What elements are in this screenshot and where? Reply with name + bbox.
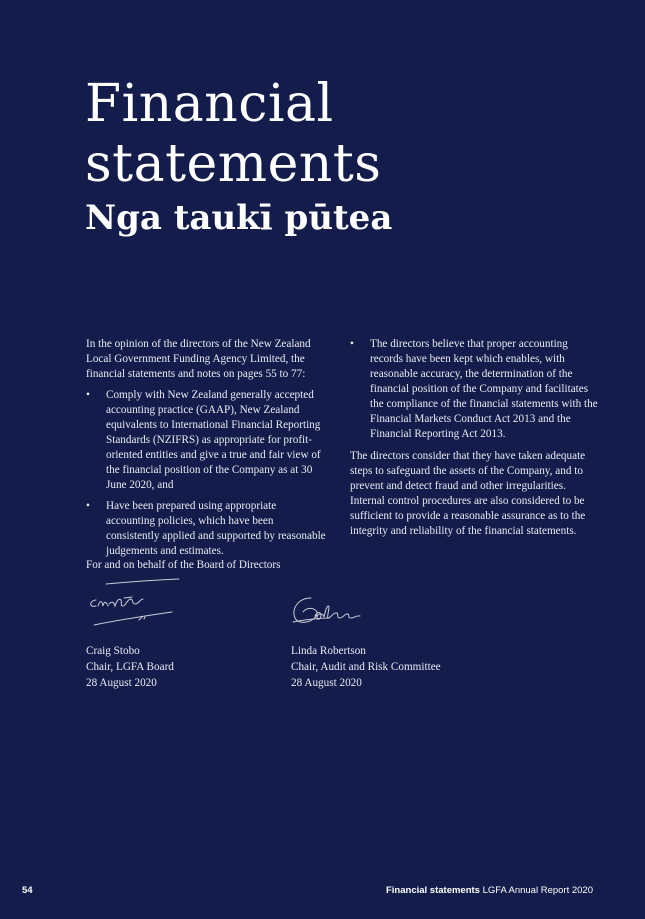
controls-paragraph: The directors consider that they have taken adequate steps to safeguard the assets of the Company, and to prevent and detect fraud and other irregularities. Internal control procedures are also considered to be sufficient to provide a reasonable assurance as to the integrity and reliability of the financial statements.: [350, 450, 586, 537]
running-footer: [386, 885, 593, 896]
left-bullet-list: [86, 388, 326, 559]
right-column: [350, 337, 600, 545]
bullet-icon: •: [350, 338, 354, 350]
list-item: [350, 337, 600, 442]
bullet-text: The directors believe that proper accounting records have been kept which enables, with reasonable accuracy, the determination of the financial position of the Company and facilitates the compliance of the financial statements with the Financial Markets Conduct Act 2013 and the Financial Reporting Act 2013.: [370, 338, 598, 440]
footer-section: Financial statements: [385, 885, 480, 896]
on-behalf-statement: For and on behalf of the Board of Directors: [86, 559, 281, 571]
signer-name: Linda Robertson: [291, 645, 366, 657]
page-subtitle-maori: Nga taukī pūtea: [85, 198, 393, 238]
intro-paragraph: In the opinion of the directors of the New Zealand Local Government Funding Agency Limited, the financial statements and notes on pages 55 to 77:: [86, 338, 311, 380]
right-bullet-list: [350, 337, 600, 442]
left-column: [86, 337, 326, 566]
bullet-text: Comply with New Zealand generally accepted accounting practice (GAAP), New Zealand equivalents to International Financial Reporting Standards (NZIFRS) as appropriate for profit-oriented entities and give a true and fair view of the financial position of the Company as at 30 June 2020, and: [106, 389, 321, 491]
list-item: [86, 388, 326, 493]
signer-block-left: [86, 643, 174, 691]
bullet-icon: •: [86, 500, 90, 512]
page-title-line-1: Financial: [85, 74, 334, 134]
footer-publication: LGFA Annual Report 2020: [482, 885, 593, 896]
bullet-icon: •: [86, 389, 90, 401]
signature-linda-robertson: [289, 592, 389, 634]
list-item: [86, 499, 326, 559]
signer-title: Chair, Audit and Risk Committee: [291, 661, 441, 673]
signer-date: 28 August 2020: [291, 677, 362, 689]
title-block: [85, 74, 392, 240]
signer-date: 28 August 2020: [86, 677, 157, 689]
signer-block-right: [291, 643, 441, 691]
page-title-line-2: statements: [85, 134, 382, 194]
signer-title: Chair, LGFA Board: [86, 661, 174, 673]
page-number: 54: [22, 885, 33, 896]
signer-name: Craig Stobo: [86, 645, 140, 657]
signature-craig-stobo: [84, 576, 184, 632]
bullet-text: Have been prepared using appropriate accounting policies, which have been consistently applied and supported by reasonable judgements and estimates.: [106, 500, 326, 557]
